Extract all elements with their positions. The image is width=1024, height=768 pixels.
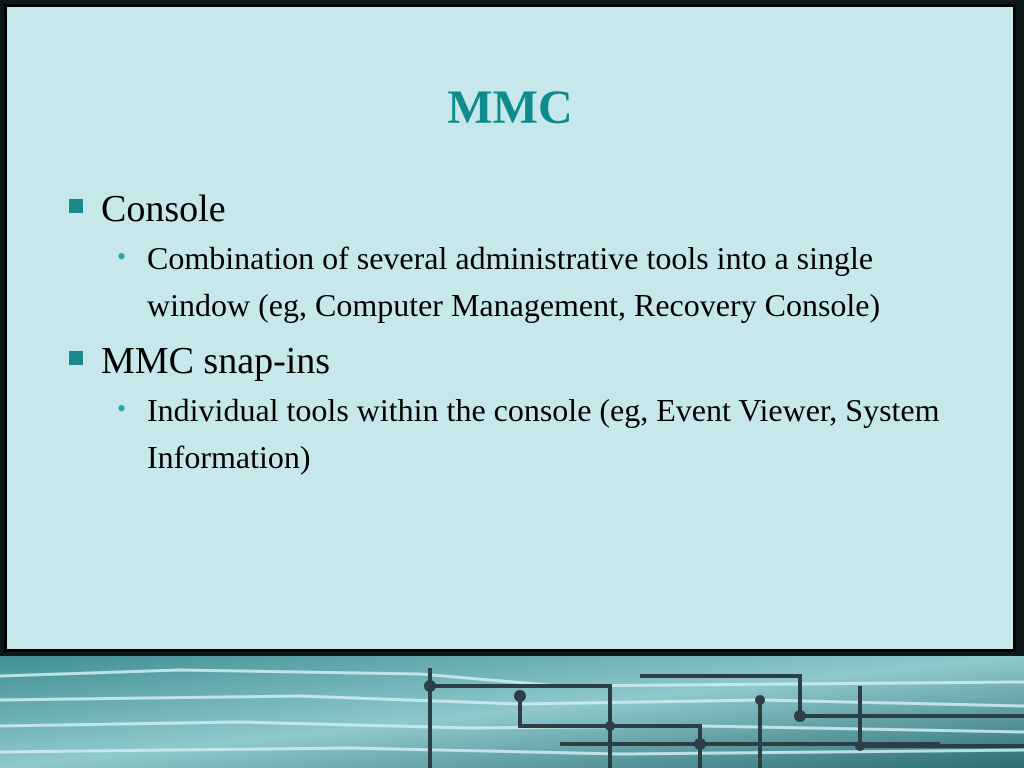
square-bullet-icon	[69, 199, 83, 213]
sub-bullet-text: Individual tools within the console (eg, Event Viewer, System Information)	[147, 392, 940, 475]
sub-bullet-snapins	[65, 387, 965, 481]
circuit-board-decoration	[0, 656, 1024, 768]
dot-bullet-icon: •	[117, 242, 127, 271]
slide-title: MMC	[447, 81, 573, 134]
bullet-item-console	[65, 187, 965, 231]
sub-bullet-console	[65, 235, 965, 329]
bullet-label: Console	[101, 188, 226, 230]
bullet-label: MMC snap-ins	[101, 340, 331, 382]
bullet-list	[65, 187, 965, 491]
bullet-item-snapins	[65, 339, 965, 383]
dot-bullet-icon: •	[117, 394, 127, 423]
sub-bullet-text: Combination of several administrative tools into a single window (eg, Computer Management, Recovery Console)	[147, 240, 881, 323]
square-bullet-icon	[69, 351, 83, 365]
content-panel	[4, 4, 1016, 652]
